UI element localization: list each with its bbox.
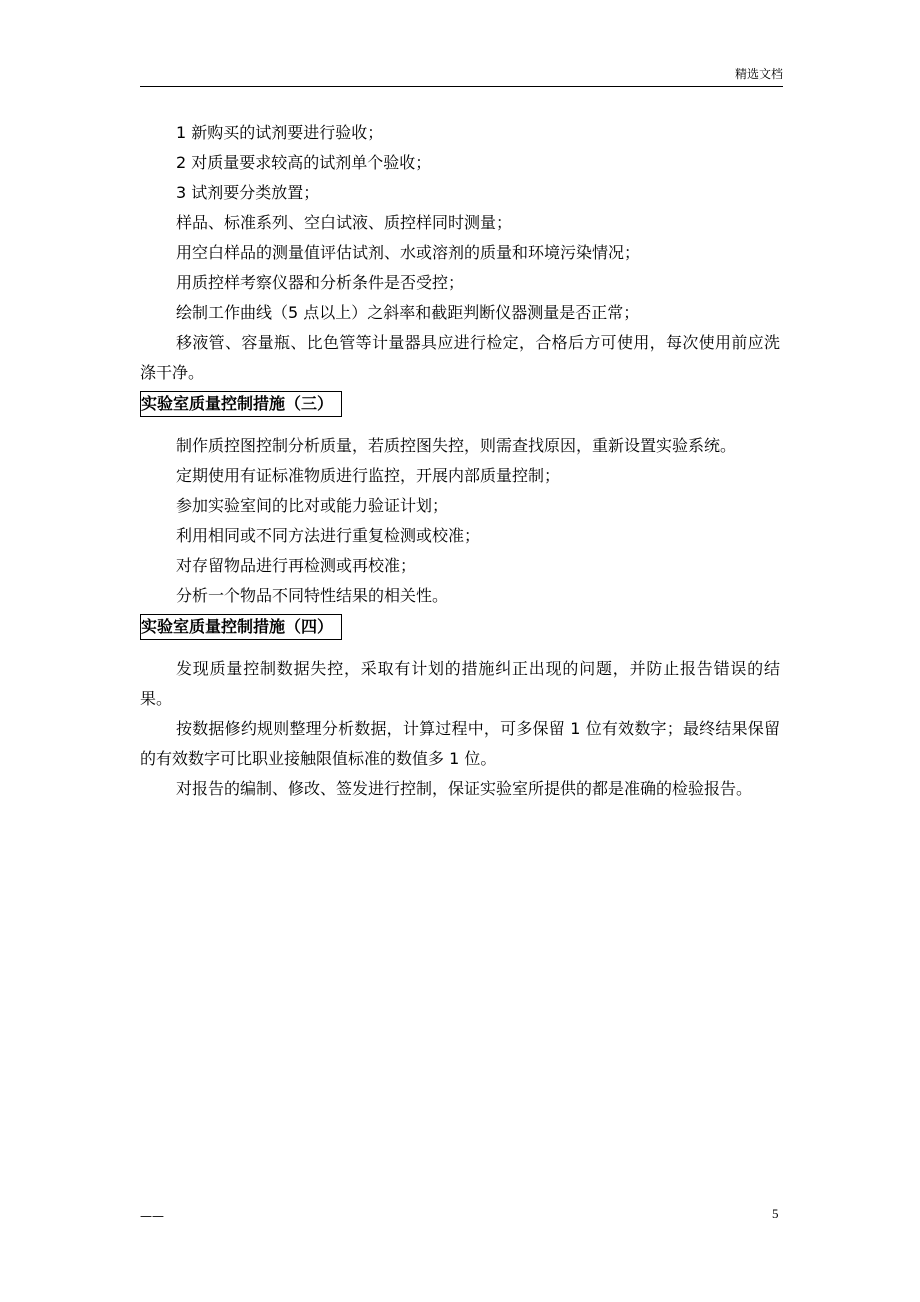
section-heading-wrapper (140, 614, 780, 640)
paragraph: 样品、标准系列、空白试液、质控样同时测量； (176, 213, 513, 232)
paragraph: 用空白样品的测量值评估试剂、水或溶剂的质量和环境污染情况； (176, 243, 641, 262)
page-number: 5 (772, 1206, 779, 1221)
paragraph: 移液管、容量瓶、比色管等计量器具应进行检定，合格后方可使用，每次使用前应洗涤干净。 (140, 333, 780, 382)
footer-dash: —— (140, 1209, 164, 1223)
paragraph: 用质控样考察仪器和分析条件是否受控； (176, 273, 465, 292)
paragraph: 分析一个物品不同特性结果的相关性。 (176, 586, 449, 605)
paragraph: 1 新购买的试剂要进行验收； (176, 123, 384, 142)
paragraph: 绘制工作曲线（5 点以上）之斜率和截距判断仪器测量是否正常； (176, 303, 640, 322)
paragraph: 2 对质量要求较高的试剂单个验收； (176, 153, 432, 172)
paragraph: 参加实验室间的比对或能力验证计划； (176, 496, 449, 515)
paragraph: 发现质量控制数据失控，采取有计划的措施纠正出现的问题，并防止报告错误的结果。 (140, 659, 780, 708)
paragraph: 制作质控图控制分析质量，若质控图失控，则需查找原因，重新设置实验系统。 (176, 436, 737, 455)
paragraph: 对存留物品进行再检测或再校准； (176, 556, 417, 575)
section-heading-3: 实验室质量控制措施（三） (140, 391, 342, 417)
page-header (140, 64, 783, 87)
paragraph: 3 试剂要分类放置； (176, 183, 320, 202)
section-heading-4: 实验室质量控制措施（四） (140, 614, 342, 640)
paragraph: 对报告的编制、修改、签发进行控制，保证实验室所提供的都是准确的检验报告。 (176, 779, 753, 798)
paragraph: 利用相同或不同方法进行重复检测或校准； (176, 526, 481, 545)
paragraph: 定期使用有证标准物质进行监控，开展内部质量控制； (176, 466, 561, 485)
paragraph: 按数据修约规则整理分析数据，计算过程中，可多保留 1 位有效数字；最终结果保留的有效数字可比职业接触限值标准的数值多 1 位。 (140, 719, 780, 768)
header-label: 精选文档 (734, 67, 783, 81)
document-body (140, 118, 780, 804)
section-heading-wrapper (140, 391, 780, 417)
